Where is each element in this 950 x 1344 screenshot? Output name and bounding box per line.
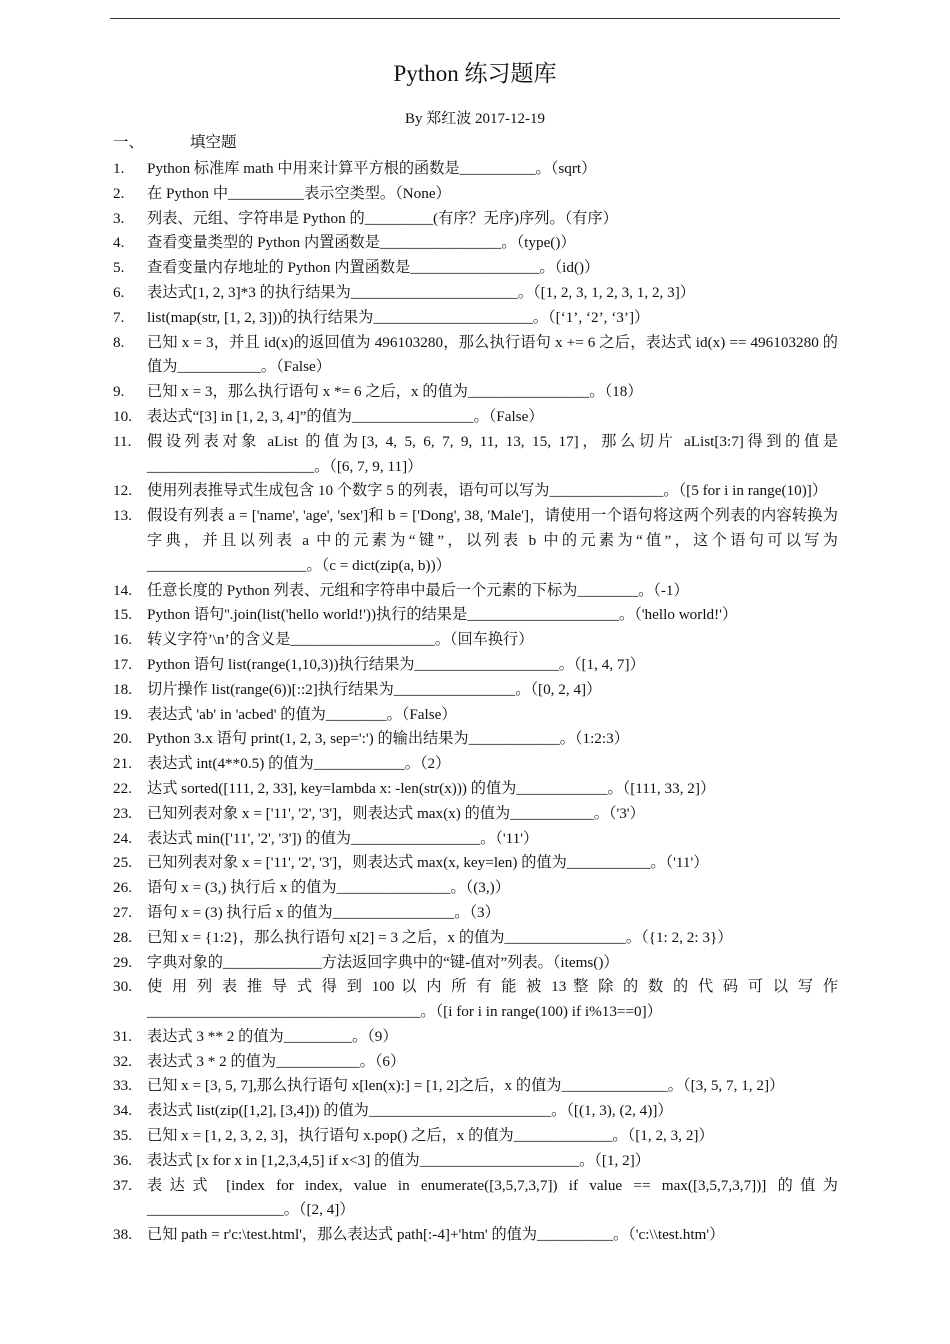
question-item: [113, 306, 838, 331]
question-number: 10.: [113, 407, 132, 425]
question-item: [113, 678, 838, 703]
question-number: 30.: [113, 978, 132, 996]
question-item: [113, 777, 838, 802]
question-item: [113, 504, 838, 578]
question-text: 语句 x = (3) 执行后 x 的值为________________。（3）: [147, 903, 500, 921]
question-number: 31.: [113, 1027, 132, 1045]
author-date-line: By 郑红波 2017-12-19: [405, 111, 545, 127]
question-number: 17.: [113, 655, 132, 673]
question-text: 表达式 [index for index, value in enumerate([3,5,7,3,7]) if value == max([3,5,7,3,7])] 的值为__________________。（[2, 4]）: [147, 1176, 838, 1219]
question-item: [113, 1025, 838, 1050]
question-text: 已知 x = 3，并且 id(x)的返回值为 496103280，那么执行语句 x += 6 之后，表达式 id(x) == 496103280 的值为___________。（False）: [147, 333, 838, 376]
question-number: 20.: [113, 730, 132, 748]
question-item: [113, 182, 838, 207]
question-text: 查看变量内存地址的 Python 内置函数是_________________。（id()）: [147, 259, 600, 277]
question-item: [113, 1149, 838, 1174]
question-number: 24.: [113, 829, 132, 847]
section-title: 填空题: [190, 134, 237, 151]
question-text: 已知列表对象 x = ['11', '2', '3']，则表达式 max(x, key=len) 的值为___________。（'11'）: [147, 854, 709, 872]
document-title: Python 练习题库: [393, 61, 557, 86]
question-text: 表达式 list(zip([1,2], [3,4])) 的值为________________________。（[(1, 3), (2, 4)]）: [147, 1102, 673, 1120]
question-text: 已知列表对象 x = ['11', '2', '3']，则表达式 max(x) 的值为___________。（'3'）: [147, 804, 645, 822]
question-item: [113, 231, 838, 256]
question-text: 达式 sorted([111, 2, 33], key=lambda x: -len(str(x))) 的值为____________。（[111, 33, 2]）: [147, 779, 716, 797]
question-text: list(map(str, [1, 2, 3]))的执行结果为_____________________。（[‘1’, ‘2’, ‘3’]）: [147, 308, 650, 326]
question-item: [113, 851, 838, 876]
question-text: 已知 x = 3，那么执行语句 x *= 6 之后，x 的值为________________。（18）: [147, 383, 643, 401]
question-number: 13.: [113, 507, 132, 525]
question-number: 2.: [113, 184, 125, 202]
question-item: [113, 579, 838, 604]
question-number: 33.: [113, 1077, 132, 1095]
question-number: 16.: [113, 631, 132, 649]
question-number: 27.: [113, 903, 132, 921]
question-number: 34.: [113, 1102, 132, 1120]
question-text: 表达式 3 * 2 的值为___________。（6）: [147, 1052, 406, 1070]
question-number: 9.: [113, 383, 125, 401]
question-text: 任意长度的 Python 列表、元组和字符串中最后一个元素的下标为________。（-1）: [147, 581, 689, 599]
header-rule: [110, 18, 840, 19]
question-item: [113, 926, 838, 951]
question-item: [113, 951, 838, 976]
question-number: 12.: [113, 482, 132, 500]
question-number: 6.: [113, 283, 125, 301]
question-number: 1.: [113, 160, 125, 177]
question-text: 表达式 min(['11', '2', '3']) 的值为_________________。（'11'）: [147, 829, 539, 847]
question-item: [113, 430, 838, 480]
question-number: 25.: [113, 854, 132, 872]
question-text: 字典对象的_____________方法返回字典中的“键-值对”列表。（items()）: [147, 953, 619, 971]
question-number: 4.: [113, 234, 125, 252]
question-number: 14.: [113, 581, 132, 599]
question-item: [113, 653, 838, 678]
question-item: [113, 802, 838, 827]
question-item: [113, 331, 838, 381]
question-text: 假设列表对象 aList 的值为[3, 4, 5, 6, 7, 9, 11, 13, 15, 17]，那么切片 aList[3:7]得到的值是______________________。（[6, 7, 9, 11]）: [147, 432, 838, 475]
question-item: [113, 256, 838, 281]
question-item: [113, 827, 838, 852]
question-number: 21.: [113, 755, 132, 773]
question-text: 表达式 int(4**0.5) 的值为____________。（2）: [147, 755, 451, 773]
question-number: 8.: [113, 333, 125, 351]
question-item: [113, 157, 838, 182]
question-number: 5.: [113, 259, 125, 277]
question-number: 29.: [113, 953, 132, 971]
question-item: [113, 628, 838, 653]
question-number: 23.: [113, 804, 132, 822]
question-number: 7.: [113, 308, 125, 326]
question-item: [113, 1223, 838, 1248]
question-text: Python 3.x 语句 print(1, 2, 3, sep=':') 的输出结果为____________。（1:2:3）: [147, 730, 629, 748]
question-number: 37.: [113, 1176, 132, 1194]
section-heading: [113, 131, 237, 155]
question-item: [113, 603, 838, 628]
question-text: 切片操作 list(range(6))[::2]执行结果为________________。（[0, 2, 4]）: [147, 680, 602, 698]
question-item: [113, 207, 838, 232]
question-text: 在 Python 中__________表示空类型。（None）: [147, 184, 451, 202]
question-text: 表达式[1, 2, 3]*3 的执行结果为______________________。（[1, 2, 3, 1, 2, 3, 1, 2, 3]）: [147, 283, 695, 301]
question-text: 已知 path = r'c:\test.html'，那么表达式 path[:-4]+'htm' 的值为__________。（'c:\\test.htm'）: [147, 1226, 725, 1244]
question-item: [113, 901, 838, 926]
question-number: 32.: [113, 1052, 132, 1070]
question-text: 语句 x = (3,) 执行后 x 的值为_______________。（(3,)）: [147, 879, 510, 897]
question-text: Python 语句''.join(list('hello world!'))执行的结果是____________________。（'hello world!'）: [147, 606, 738, 624]
question-number: 18.: [113, 680, 132, 698]
question-text: 表达式 [x for x in [1,2,3,4,5] if x<3] 的值为_____________________。（[1, 2]）: [147, 1151, 650, 1169]
question-item: [113, 1074, 838, 1099]
section-marker: 一、: [113, 134, 145, 151]
question-item: [113, 380, 838, 405]
question-item: [113, 405, 838, 430]
question-item: [113, 1174, 838, 1224]
question-text: 查看变量类型的 Python 内置函数是________________。（type()）: [147, 234, 576, 252]
question-number: 26.: [113, 879, 132, 897]
question-text: 使 用 列 表 推 导 式 得 到 100 以 内 所 有 能 被 13 整 除 的 数 的 代 码 可 以 写 作 ____________________________________。（[i for i in range(100) if i%13==0]）: [147, 978, 839, 1021]
question-item: [113, 281, 838, 306]
question-item: [113, 479, 838, 504]
question-text: 假设有列表 a = ['name', 'age', 'sex']和 b = ['Dong', 38, 'Male']，请使用一个语句将这两个列表的内容转换为字典，并且以列表 a 中的元素为“键”，以列表 b 中的元素为“值”，这个语句可以写为_____________________。（c = dict(zip(a, b))）: [147, 507, 838, 574]
question-text: 表达式 'ab' in 'acbed' 的值为________。（False）: [147, 705, 457, 723]
question-text: 转义字符’\n’的含义是___________________。（回车换行）: [147, 631, 534, 649]
question-number: 15.: [113, 606, 132, 624]
question-text: Python 语句 list(range(1,10,3))执行结果为___________________。（[1, 4, 7]）: [147, 655, 645, 673]
question-number: 22.: [113, 779, 132, 797]
question-text: 已知 x = [3, 5, 7],那么执行语句 x[len(x):] = [1, 2]之后，x 的值为______________。（[3, 5, 7, 1, 2]）: [147, 1077, 785, 1095]
question-item: [113, 727, 838, 752]
question-number: 19.: [113, 705, 132, 723]
question-item: [113, 703, 838, 728]
question-text: 表达式“[3] in [1, 2, 3, 4]”的值为________________。（False）: [147, 407, 544, 425]
question-number: 3.: [113, 209, 125, 227]
question-text: 使用列表推导式生成包含 10 个数字 5 的列表，语句可以写为_______________。（[5 for i in range(10)]）: [147, 482, 828, 500]
question-text: Python 标准库 math 中用来计算平方根的函数是__________。（sqrt）: [147, 160, 597, 177]
question-text: 已知 x = [1, 2, 3, 2, 3]，执行语句 x.pop() 之后，x 的值为_____________。（[1, 2, 3, 2]）: [147, 1127, 714, 1145]
question-item: [113, 1124, 838, 1149]
question-item: [113, 1050, 838, 1075]
question-number: 35.: [113, 1127, 132, 1145]
question-text: 已知 x = {1:2}，那么执行语句 x[2] = 3 之后，x 的值为________________。（{1: 2, 2: 3}）: [147, 928, 733, 946]
question-text: 表达式 3 ** 2 的值为_________。（9）: [147, 1027, 398, 1045]
question-number: 38.: [113, 1226, 132, 1244]
question-number: 36.: [113, 1151, 132, 1169]
question-item: [113, 975, 838, 1025]
question-text: 列表、元组、字符串是 Python 的_________(有序？无序)序列。（有序）: [147, 209, 618, 227]
question-number: 28.: [113, 928, 132, 946]
question-item: [113, 876, 838, 901]
question-list: [113, 157, 838, 1248]
question-item: [113, 1099, 838, 1124]
question-item: [113, 752, 838, 777]
question-number: 11.: [113, 432, 132, 450]
